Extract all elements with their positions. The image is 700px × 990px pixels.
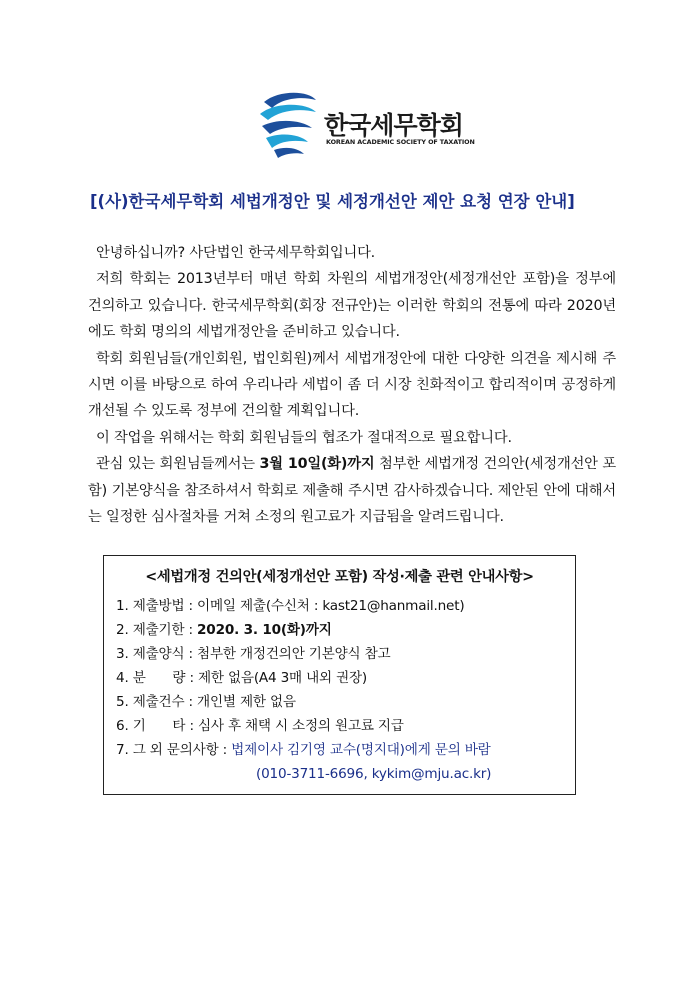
item-value: 개인별 제한 없음 (197, 694, 296, 710)
logo-name-kr: 한국세무학회 (324, 111, 463, 140)
list-item (116, 738, 571, 762)
society-logo (256, 88, 475, 160)
item-value: 심사 후 채택 시 소정의 원고료 지급 (197, 718, 404, 734)
paragraph-greeting: 안녕하십니까? 사단법인 한국세무학회입니다. (96, 245, 376, 261)
paragraph-cooperation: 이 작업을 위해서는 학회 회원님들의 협조가 절대적으로 필요합니다. (96, 429, 512, 446)
paragraph-request: 학회 회원님들(개인회원, 법인회원)께서 세법개정안에 대한 다양한 의견을 제시해 주시면 이를 바탕으로 하여 우리나라 세법이 좀 더 시장 친화적이고 합리적이며 공정하게 개선될 수 있도록 정부에 건의할 계획입니다. (88, 350, 616, 420)
list-item (116, 714, 571, 738)
deadline-after: 첨부한 세법개정 건의안(세정개선안 포함) 기본양식을 참조하셔서 학회로 제출해 주시면 감사하겠습니다. 제안된 안에 대해서는 일정한 심사절차를 거쳐 소정의 원고료가 지급됨을 알려드립니다. (88, 456, 616, 526)
item-label: 3. 제출양식 : (116, 646, 198, 662)
notice-box (103, 555, 576, 795)
logo-name-en: KOREAN ACADEMIC SOCIETY OF TAXATION (326, 138, 475, 146)
paragraph-intro: 저희 학회는 2013년부터 매년 학회 차원의 세법개정안(세정개선안 포함)을 정부에 건의하고 있습니다. 한국세무학회(회장 전규안)는 이러한 학회의 전통에 따라 2020년에도 학회 명의의 세법개정안을 준비하고 있습니다. (88, 271, 616, 341)
body-text (88, 240, 616, 530)
notice-box-title: <세법개정 건의안(세정개선안 포함) 작성·제출 관련 안내사항> (145, 569, 534, 585)
item-label: 4. 분 량 : (116, 670, 198, 686)
item-value: 이메일 제출(수신처 : kast21@hanmail.net) (197, 598, 465, 614)
notice-list (116, 594, 571, 786)
logo-emblem-icon (256, 88, 320, 160)
item-value: 첨부한 개정건의안 기본양식 참고 (197, 646, 391, 662)
item-label: 5. 제출건수 : (116, 694, 198, 710)
item-label: 2. 제출기한 : (116, 622, 198, 638)
list-item (116, 618, 571, 642)
item-value: 법제이사 김기영 교수(명지대)에게 문의 바람 (231, 742, 491, 758)
item-label: 1. 제출방법 : (116, 598, 198, 614)
paragraph-deadline (88, 451, 616, 530)
item-value: 제한 없음(A4 3매 내외 권장) (197, 670, 368, 686)
item-label: 7. 그 외 문의사항 : (116, 742, 232, 758)
item-label: 6. 기 타 : (116, 718, 198, 734)
contact-info: (010-3711-6696, kykim@mju.ac.kr) (256, 766, 492, 782)
item-value: 2020. 3. 10(화)까지 (197, 622, 332, 638)
list-item (116, 666, 571, 690)
deadline-date: 3월 10일(화)까지 (259, 456, 375, 473)
deadline-before: 관심 있는 회원님들께서는 (96, 456, 260, 473)
list-item (116, 690, 571, 714)
list-item (116, 642, 571, 666)
document-title: [(사)한국세무학회 세법개정안 및 세정개선안 제안 요청 연장 안내] (90, 192, 575, 211)
list-item (116, 594, 571, 618)
